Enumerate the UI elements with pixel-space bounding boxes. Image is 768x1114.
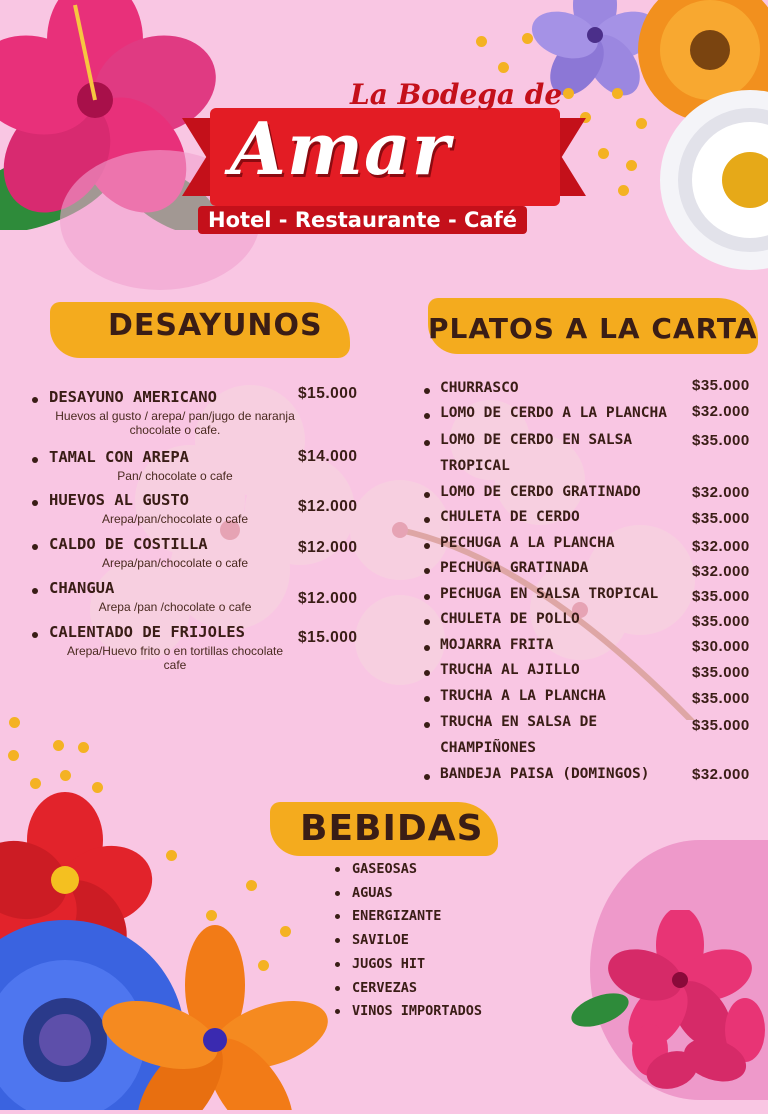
desayuno-desc: Huevos al gusto / arepa/ pan/jugo de naranja chocolate o cafe. [55, 409, 295, 437]
bebidas-heading: BEBIDAS [300, 808, 484, 849]
plato-bullet [424, 492, 430, 498]
desayuno-name: HUEVOS AL GUSTO [49, 491, 189, 509]
plato-price: $32.000 [692, 403, 750, 420]
plato-name: LOMO DE CERDO GRATINADO [440, 484, 641, 500]
plato-bullet [424, 645, 430, 651]
desayuno-bullet [32, 397, 38, 403]
plato-name: CHURRASCO [440, 380, 519, 396]
plato-name-line2: CHAMPIÑONES [440, 740, 537, 756]
plato-name: TRUCHA EN SALSA DE [440, 714, 598, 730]
plato-price: $32.000 [692, 563, 750, 580]
brand-logo [170, 78, 600, 248]
bebidas-heading-block [270, 796, 505, 866]
plato-name: PECHUGA EN SALSA TROPICAL [440, 586, 659, 602]
desayuno-price: $15.000 [298, 385, 358, 402]
brand-name: Amar [230, 106, 451, 191]
plato-price: $35.000 [692, 664, 750, 681]
bebida-item: JUGOS HIT [352, 955, 426, 972]
plato-bullet [424, 568, 430, 574]
plato-name: BANDEJA PAISA (DOMINGOS) [440, 766, 650, 782]
desayuno-bullet [32, 632, 38, 638]
desayuno-desc: Arepa /pan /chocolate o cafe [98, 600, 252, 614]
plato-bullet [424, 696, 430, 702]
hibiscus-flower-icon [560, 910, 768, 1092]
desayuno-price: $14.000 [298, 448, 358, 465]
bebida-bullet [335, 938, 340, 943]
plato-price: $35.000 [692, 432, 750, 449]
plato-bullet [424, 413, 430, 419]
plato-name: LOMO DE CERDO A LA PLANCHA [440, 405, 667, 421]
plato-name: PECHUGA A LA PLANCHA [440, 535, 615, 551]
bebida-bullet [335, 867, 340, 872]
desayuno-name: CALENTADO DE FRIJOLES [49, 623, 245, 641]
bebida-bullet [335, 914, 340, 919]
plato-price: $35.000 [692, 510, 750, 527]
plato-bullet [424, 517, 430, 523]
plato-name: LOMO DE CERDO EN SALSA [440, 432, 633, 448]
plato-name-line2: TROPICAL [440, 458, 510, 474]
desayunos-heading-block [40, 296, 360, 366]
bebida-bullet [335, 891, 340, 896]
plato-name: MOJARRA FRITA [440, 637, 554, 653]
bebida-bullet [335, 1009, 340, 1014]
bebida-item: CERVEZAS [352, 979, 418, 996]
plato-price: $30.000 [692, 638, 750, 655]
desayuno-desc: Pan/ chocolate o cafe [117, 469, 233, 483]
desayuno-price: $15.000 [298, 629, 358, 646]
desayuno-price: $12.000 [298, 590, 358, 607]
plato-bullet [424, 619, 430, 625]
plato-price: $32.000 [692, 538, 750, 555]
bebida-item: SAVILOE [352, 932, 409, 949]
plato-name: CHULETA DE CERDO [440, 509, 580, 525]
desayuno-name: TAMAL CON AREPA [49, 448, 189, 466]
bebida-item: ENERGIZANTE [352, 908, 442, 925]
plato-name: PECHUGA GRATINADA [440, 560, 589, 576]
plato-price: $32.000 [692, 766, 750, 783]
desayuno-bullet [32, 588, 38, 594]
desayuno-desc: Arepa/pan/chocolate o cafe [101, 512, 249, 526]
desayunos-heading: DESAYUNOS [108, 308, 323, 343]
desayuno-name: DESAYUNO AMERICANO [49, 388, 217, 406]
plato-price: $32.000 [692, 484, 750, 501]
bebida-item: AGUAS [352, 884, 393, 901]
desayuno-bullet [32, 457, 38, 463]
bebida-item: GASEOSAS [352, 861, 418, 877]
plato-price: $35.000 [692, 690, 750, 707]
desayuno-bullet [32, 544, 38, 550]
plato-bullet [424, 594, 430, 600]
desayuno-bullet [32, 500, 38, 506]
brand-subtitle: La Bodega de [350, 78, 563, 111]
plato-name: TRUCHA A LA PLANCHA [440, 688, 606, 704]
plato-price: $35.000 [692, 613, 750, 630]
plato-bullet [424, 722, 430, 728]
desayuno-name: CHANGUA [49, 579, 115, 597]
plato-name: TRUCHA AL AJILLO [440, 662, 580, 678]
desayuno-desc: Arepa/pan/chocolate o cafe [101, 556, 249, 570]
bebida-item: VINOS IMPORTADOS [352, 1003, 483, 1020]
plato-bullet [424, 440, 430, 446]
plato-price: $35.000 [692, 588, 750, 605]
plato-price: $35.000 [692, 717, 750, 734]
bebida-bullet [335, 986, 340, 991]
desayuno-desc: Arepa/Huevo frito o en tortillas chocolate cafe [66, 644, 284, 672]
bebida-bullet [335, 962, 340, 967]
plato-price: $35.000 [692, 377, 750, 394]
plato-name: CHULETA DE POLLO [440, 611, 580, 627]
desayuno-price: $12.000 [298, 498, 358, 515]
platos-heading: PLATOS A LA CARTA [428, 312, 758, 345]
platos-heading-block [420, 290, 765, 360]
plato-bullet [424, 543, 430, 549]
desayuno-price: $12.000 [298, 539, 358, 556]
plato-bullet [424, 388, 430, 394]
brand-tagline: Hotel - Restaurante - Café [198, 206, 527, 234]
desayuno-name: CALDO DE COSTILLA [49, 535, 208, 553]
plato-bullet [424, 670, 430, 676]
plato-bullet [424, 774, 430, 780]
